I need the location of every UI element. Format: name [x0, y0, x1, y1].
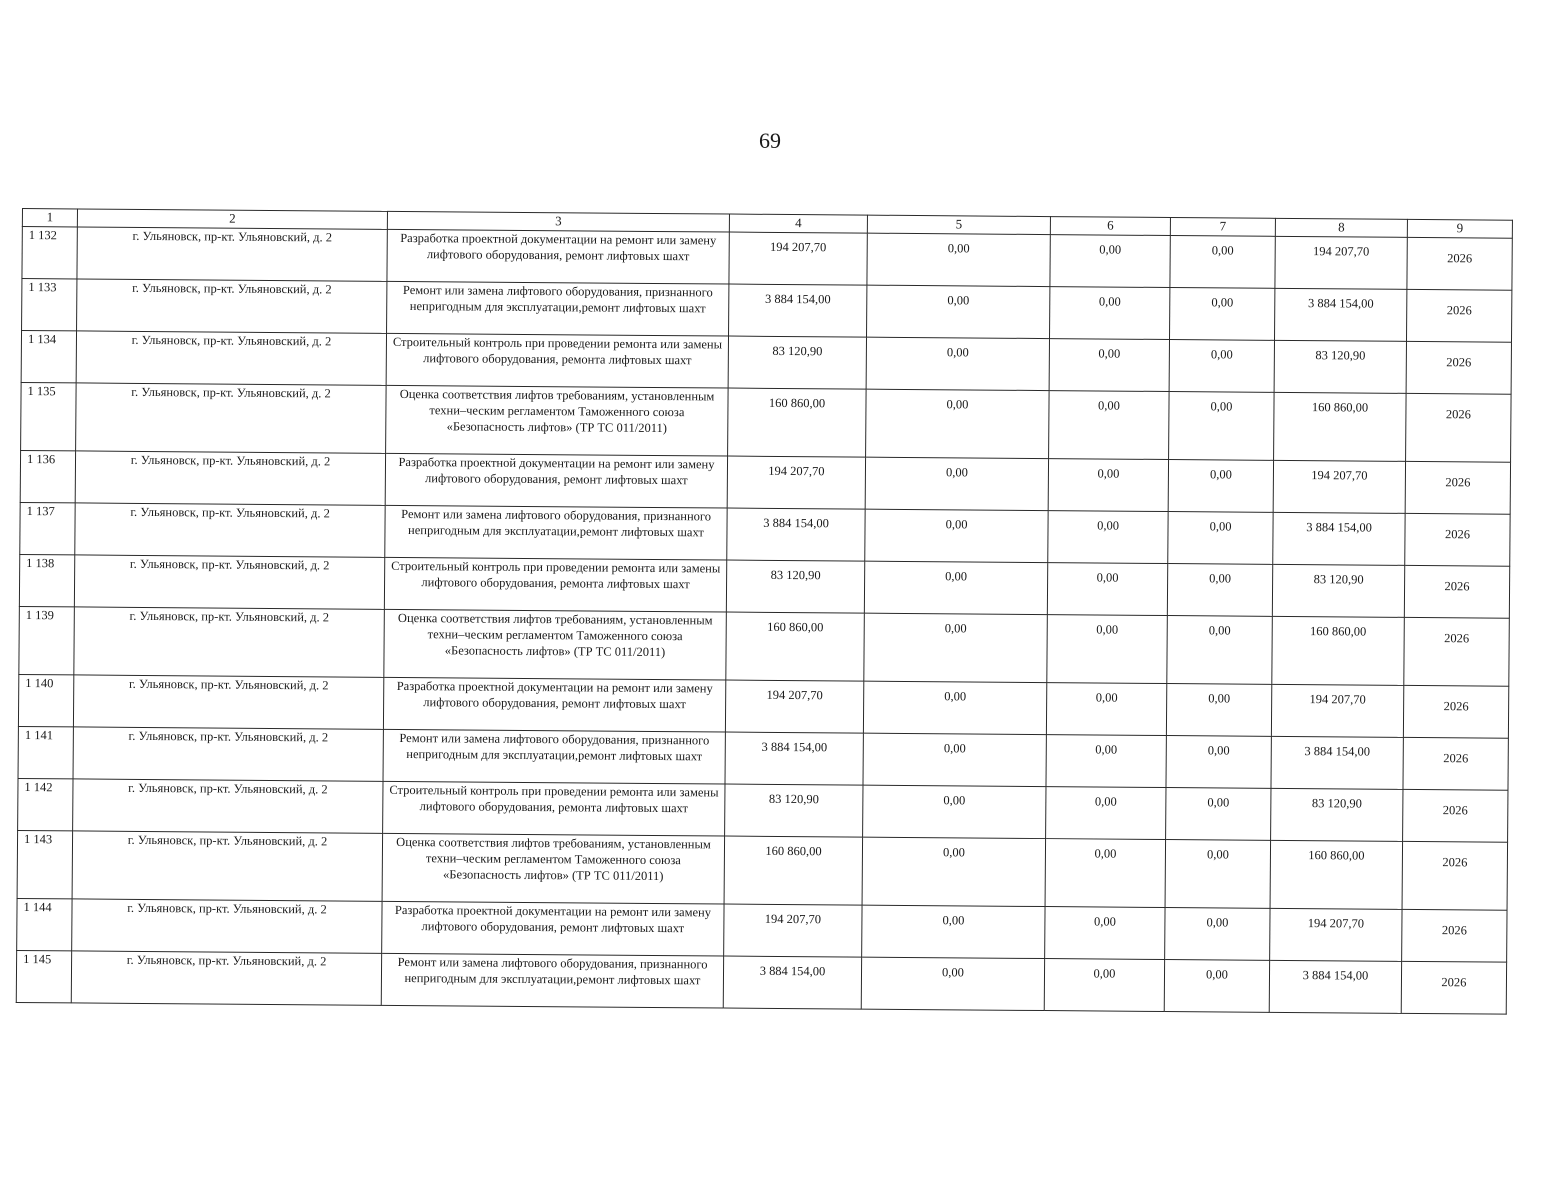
address-cell: г. Ульяновск, пр-кт. Ульяновский, д. 2	[77, 227, 387, 281]
address-cell: г. Ульяновск, пр-кт. Ульяновский, д. 2	[72, 831, 383, 901]
column-7-cell: 0,00	[1165, 907, 1270, 960]
column-8-cell: 160 860,00	[1270, 840, 1403, 909]
table-container	[16, 208, 1512, 1015]
work-type-cell: Строительный контроль при проведении ремонта или замены лифтового оборудования, ремонта лифтовых шахт	[384, 557, 726, 612]
table-row	[19, 606, 1509, 686]
column-7-cell: 0,00	[1170, 288, 1275, 341]
year-cell: 2026	[1401, 961, 1506, 1014]
address-cell: г. Ульяновск, пр-кт. Ульяновский, д. 2	[72, 899, 382, 953]
column-8-cell: 194 207,70	[1275, 236, 1407, 289]
row-number: 1 145	[16, 950, 71, 1002]
row-number: 1 139	[19, 606, 75, 674]
total-cost-cell: 160 860,00	[726, 612, 865, 681]
column-5-cell: 0,00	[867, 233, 1050, 286]
column-header-3: 3	[387, 211, 729, 232]
row-number: 1 132	[22, 227, 77, 279]
address-cell: г. Ульяновск, пр-кт. Ульяновский, д. 2	[77, 279, 387, 333]
address-cell: г. Ульяновск, пр-кт. Ульяновский, д. 2	[73, 727, 383, 781]
work-type-cell: Ремонт или замена лифтового оборудования, признанного непригодным для эксплуатации,ремонт лифтовых шахт	[387, 281, 729, 336]
work-type-cell: Ремонт или замена лифтового оборудования, признанного непригодным для эксплуатации,ремонт лифтовых шахт	[381, 953, 723, 1008]
column-6-cell: 0,00	[1048, 511, 1168, 564]
column-7-cell: 0,00	[1167, 564, 1272, 617]
column-8-cell: 83 120,90	[1272, 564, 1404, 617]
column-8-cell: 3 884 154,00	[1269, 960, 1401, 1013]
table-row	[17, 830, 1507, 910]
row-number: 1 137	[20, 502, 75, 554]
address-cell: г. Ульяновск, пр-кт. Ульяновский, д. 2	[73, 675, 383, 729]
address-cell: г. Ульяновск, пр-кт. Ульяновский, д. 2	[75, 451, 385, 505]
address-cell: г. Ульяновск, пр-кт. Ульяновский, д. 2	[76, 331, 386, 385]
work-type-cell: Оценка соответствия лифтов требованиям, установленным техни–ческим регламентом Таможенного союза «Безопасность лифтов» (ТР ТС 011/2011)	[386, 385, 729, 456]
column-5-cell: 0,00	[861, 957, 1044, 1010]
column-6-cell: 0,00	[1045, 839, 1166, 908]
total-cost-cell: 3 884 154,00	[723, 956, 861, 1009]
year-cell: 2026	[1402, 841, 1508, 910]
column-7-cell: 0,00	[1167, 616, 1273, 685]
work-type-cell: Разработка проектной документации на ремонт или замену лифтового оборудования, ремонт лифтовых шахт	[387, 229, 729, 284]
address-cell: г. Ульяновск, пр-кт. Ульяновский, д. 2	[76, 383, 387, 453]
column-6-cell: 0,00	[1046, 683, 1166, 736]
column-header-6: 6	[1050, 217, 1170, 236]
column-header-9: 9	[1407, 219, 1512, 238]
total-cost-cell: 194 207,70	[727, 456, 865, 509]
column-7-cell: 0,00	[1166, 736, 1271, 789]
column-5-cell: 0,00	[865, 509, 1048, 562]
total-cost-cell: 160 860,00	[728, 388, 867, 457]
column-7-cell: 0,00	[1169, 392, 1275, 461]
table-body	[16, 227, 1512, 1015]
column-6-cell: 0,00	[1046, 787, 1166, 840]
column-8-cell: 160 860,00	[1272, 616, 1405, 685]
column-7-cell: 0,00	[1170, 236, 1275, 289]
work-type-cell: Ремонт или замена лифтового оборудования, признанного непригодным для эксплуатации,ремонт лифтовых шахт	[383, 729, 725, 784]
total-cost-cell: 83 120,90	[726, 560, 864, 613]
column-8-cell: 3 884 154,00	[1273, 512, 1405, 565]
column-8-cell: 194 207,70	[1270, 908, 1402, 961]
address-cell: г. Ульяновск, пр-кт. Ульяновский, д. 2	[71, 951, 381, 1005]
column-5-cell: 0,00	[862, 905, 1045, 958]
work-type-cell: Разработка проектной документации на ремонт или замену лифтового оборудования, ремонт лифтовых шахт	[385, 453, 727, 508]
column-5-cell: 0,00	[863, 785, 1046, 838]
column-7-cell: 0,00	[1169, 340, 1274, 393]
year-cell: 2026	[1407, 237, 1512, 290]
work-type-cell: Разработка проектной документации на ремонт или замену лифтового оборудования, ремонт лифтовых шахт	[382, 901, 724, 956]
work-type-cell: Ремонт или замена лифтового оборудования, признанного непригодным для эксплуатации,ремонт лифтовых шахт	[385, 505, 727, 560]
year-cell: 2026	[1405, 461, 1510, 514]
column-7-cell: 0,00	[1164, 959, 1269, 1012]
row-number: 1 141	[18, 726, 73, 778]
year-cell: 2026	[1405, 513, 1510, 566]
column-5-cell: 0,00	[865, 457, 1048, 510]
column-8-cell: 160 860,00	[1274, 392, 1407, 461]
total-cost-cell: 3 884 154,00	[725, 732, 863, 785]
column-5-cell: 0,00	[866, 337, 1049, 390]
column-5-cell: 0,00	[863, 681, 1046, 734]
total-cost-cell: 194 207,70	[724, 904, 862, 957]
address-cell: г. Ульяновск, пр-кт. Ульяновский, д. 2	[74, 607, 385, 677]
year-cell: 2026	[1406, 341, 1511, 394]
row-number: 1 134	[21, 331, 76, 383]
repair-schedule-table	[16, 208, 1513, 1015]
column-5-cell: 0,00	[862, 837, 1046, 906]
column-7-cell: 0,00	[1166, 788, 1271, 841]
column-header-8: 8	[1275, 218, 1407, 237]
column-8-cell: 83 120,90	[1274, 340, 1406, 393]
column-5-cell: 0,00	[867, 285, 1050, 338]
work-type-cell: Строительный контроль при проведении ремонта или замены лифтового оборудования, ремонта лифтовых шахт	[386, 333, 728, 388]
column-6-cell: 0,00	[1048, 459, 1168, 512]
column-5-cell: 0,00	[864, 613, 1048, 682]
address-cell: г. Ульяновск, пр-кт. Ульяновский, д. 2	[73, 779, 383, 833]
column-7-cell: 0,00	[1166, 684, 1271, 737]
table-row	[21, 382, 1511, 462]
total-cost-cell: 160 860,00	[724, 836, 863, 905]
column-6-cell: 0,00	[1050, 235, 1170, 288]
total-cost-cell: 194 207,70	[725, 680, 863, 733]
total-cost-cell: 194 207,70	[729, 232, 867, 285]
column-7-cell: 0,00	[1165, 840, 1271, 909]
work-type-cell: Строительный контроль при проведении ремонта или замены лифтового оборудования, ремонта лифтовых шахт	[383, 781, 725, 836]
column-7-cell: 0,00	[1168, 512, 1273, 565]
address-cell: г. Ульяновск, пр-кт. Ульяновский, д. 2	[75, 503, 385, 557]
column-6-cell: 0,00	[1047, 563, 1167, 616]
year-cell: 2026	[1403, 737, 1508, 790]
total-cost-cell: 83 120,90	[725, 784, 863, 837]
row-number: 1 136	[20, 450, 75, 502]
year-cell: 2026	[1403, 789, 1508, 842]
column-8-cell: 83 120,90	[1271, 788, 1403, 841]
column-8-cell: 194 207,70	[1273, 460, 1405, 513]
column-8-cell: 3 884 154,00	[1271, 736, 1403, 789]
column-6-cell: 0,00	[1047, 615, 1168, 684]
work-type-cell: Оценка соответствия лифтов требованиям, установленным техни–ческим регламентом Таможенного союза «Безопасность лифтов» (ТР ТС 011/2011)	[384, 609, 727, 680]
column-6-cell: 0,00	[1046, 735, 1166, 788]
row-number: 1 143	[17, 830, 73, 898]
column-6-cell: 0,00	[1049, 339, 1169, 392]
address-cell: г. Ульяновск, пр-кт. Ульяновский, д. 2	[74, 555, 384, 609]
year-cell: 2026	[1404, 617, 1510, 686]
year-cell: 2026	[1403, 685, 1508, 738]
work-type-cell: Оценка соответствия лифтов требованиям, установленным техни–ческим регламентом Таможенного союза «Безопасность лифтов» (ТР ТС 011/2011)	[382, 833, 725, 904]
page-number: 69	[759, 128, 781, 153]
year-cell: 2026	[1404, 565, 1509, 618]
total-cost-cell: 83 120,90	[728, 336, 866, 389]
table-row	[16, 950, 1506, 1014]
column-8-cell: 194 207,70	[1271, 684, 1403, 737]
column-6-cell: 0,00	[1049, 391, 1170, 460]
column-6-cell: 0,00	[1050, 287, 1170, 340]
column-5-cell: 0,00	[863, 733, 1046, 786]
column-8-cell: 3 884 154,00	[1274, 288, 1406, 341]
row-number: 1 142	[18, 778, 73, 830]
row-number: 1 135	[21, 382, 77, 450]
column-header-5: 5	[867, 215, 1050, 234]
row-number: 1 144	[17, 898, 72, 950]
column-header-7: 7	[1170, 218, 1275, 237]
column-header-2: 2	[77, 209, 387, 229]
year-cell: 2026	[1402, 909, 1507, 962]
row-number: 1 138	[19, 554, 74, 606]
column-5-cell: 0,00	[866, 389, 1050, 458]
total-cost-cell: 3 884 154,00	[727, 508, 865, 561]
column-header-4: 4	[729, 214, 867, 233]
column-6-cell: 0,00	[1045, 907, 1165, 960]
column-5-cell: 0,00	[864, 561, 1047, 614]
work-type-cell: Разработка проектной документации на ремонт или замену лифтового оборудования, ремонт лифтовых шахт	[383, 677, 725, 732]
column-header-1: 1	[22, 209, 77, 227]
year-cell: 2026	[1406, 289, 1511, 342]
column-7-cell: 0,00	[1168, 460, 1273, 513]
column-6-cell: 0,00	[1044, 959, 1164, 1012]
row-number: 1 140	[18, 674, 73, 726]
year-cell: 2026	[1406, 393, 1512, 462]
row-number: 1 133	[22, 279, 77, 331]
total-cost-cell: 3 884 154,00	[729, 284, 867, 337]
